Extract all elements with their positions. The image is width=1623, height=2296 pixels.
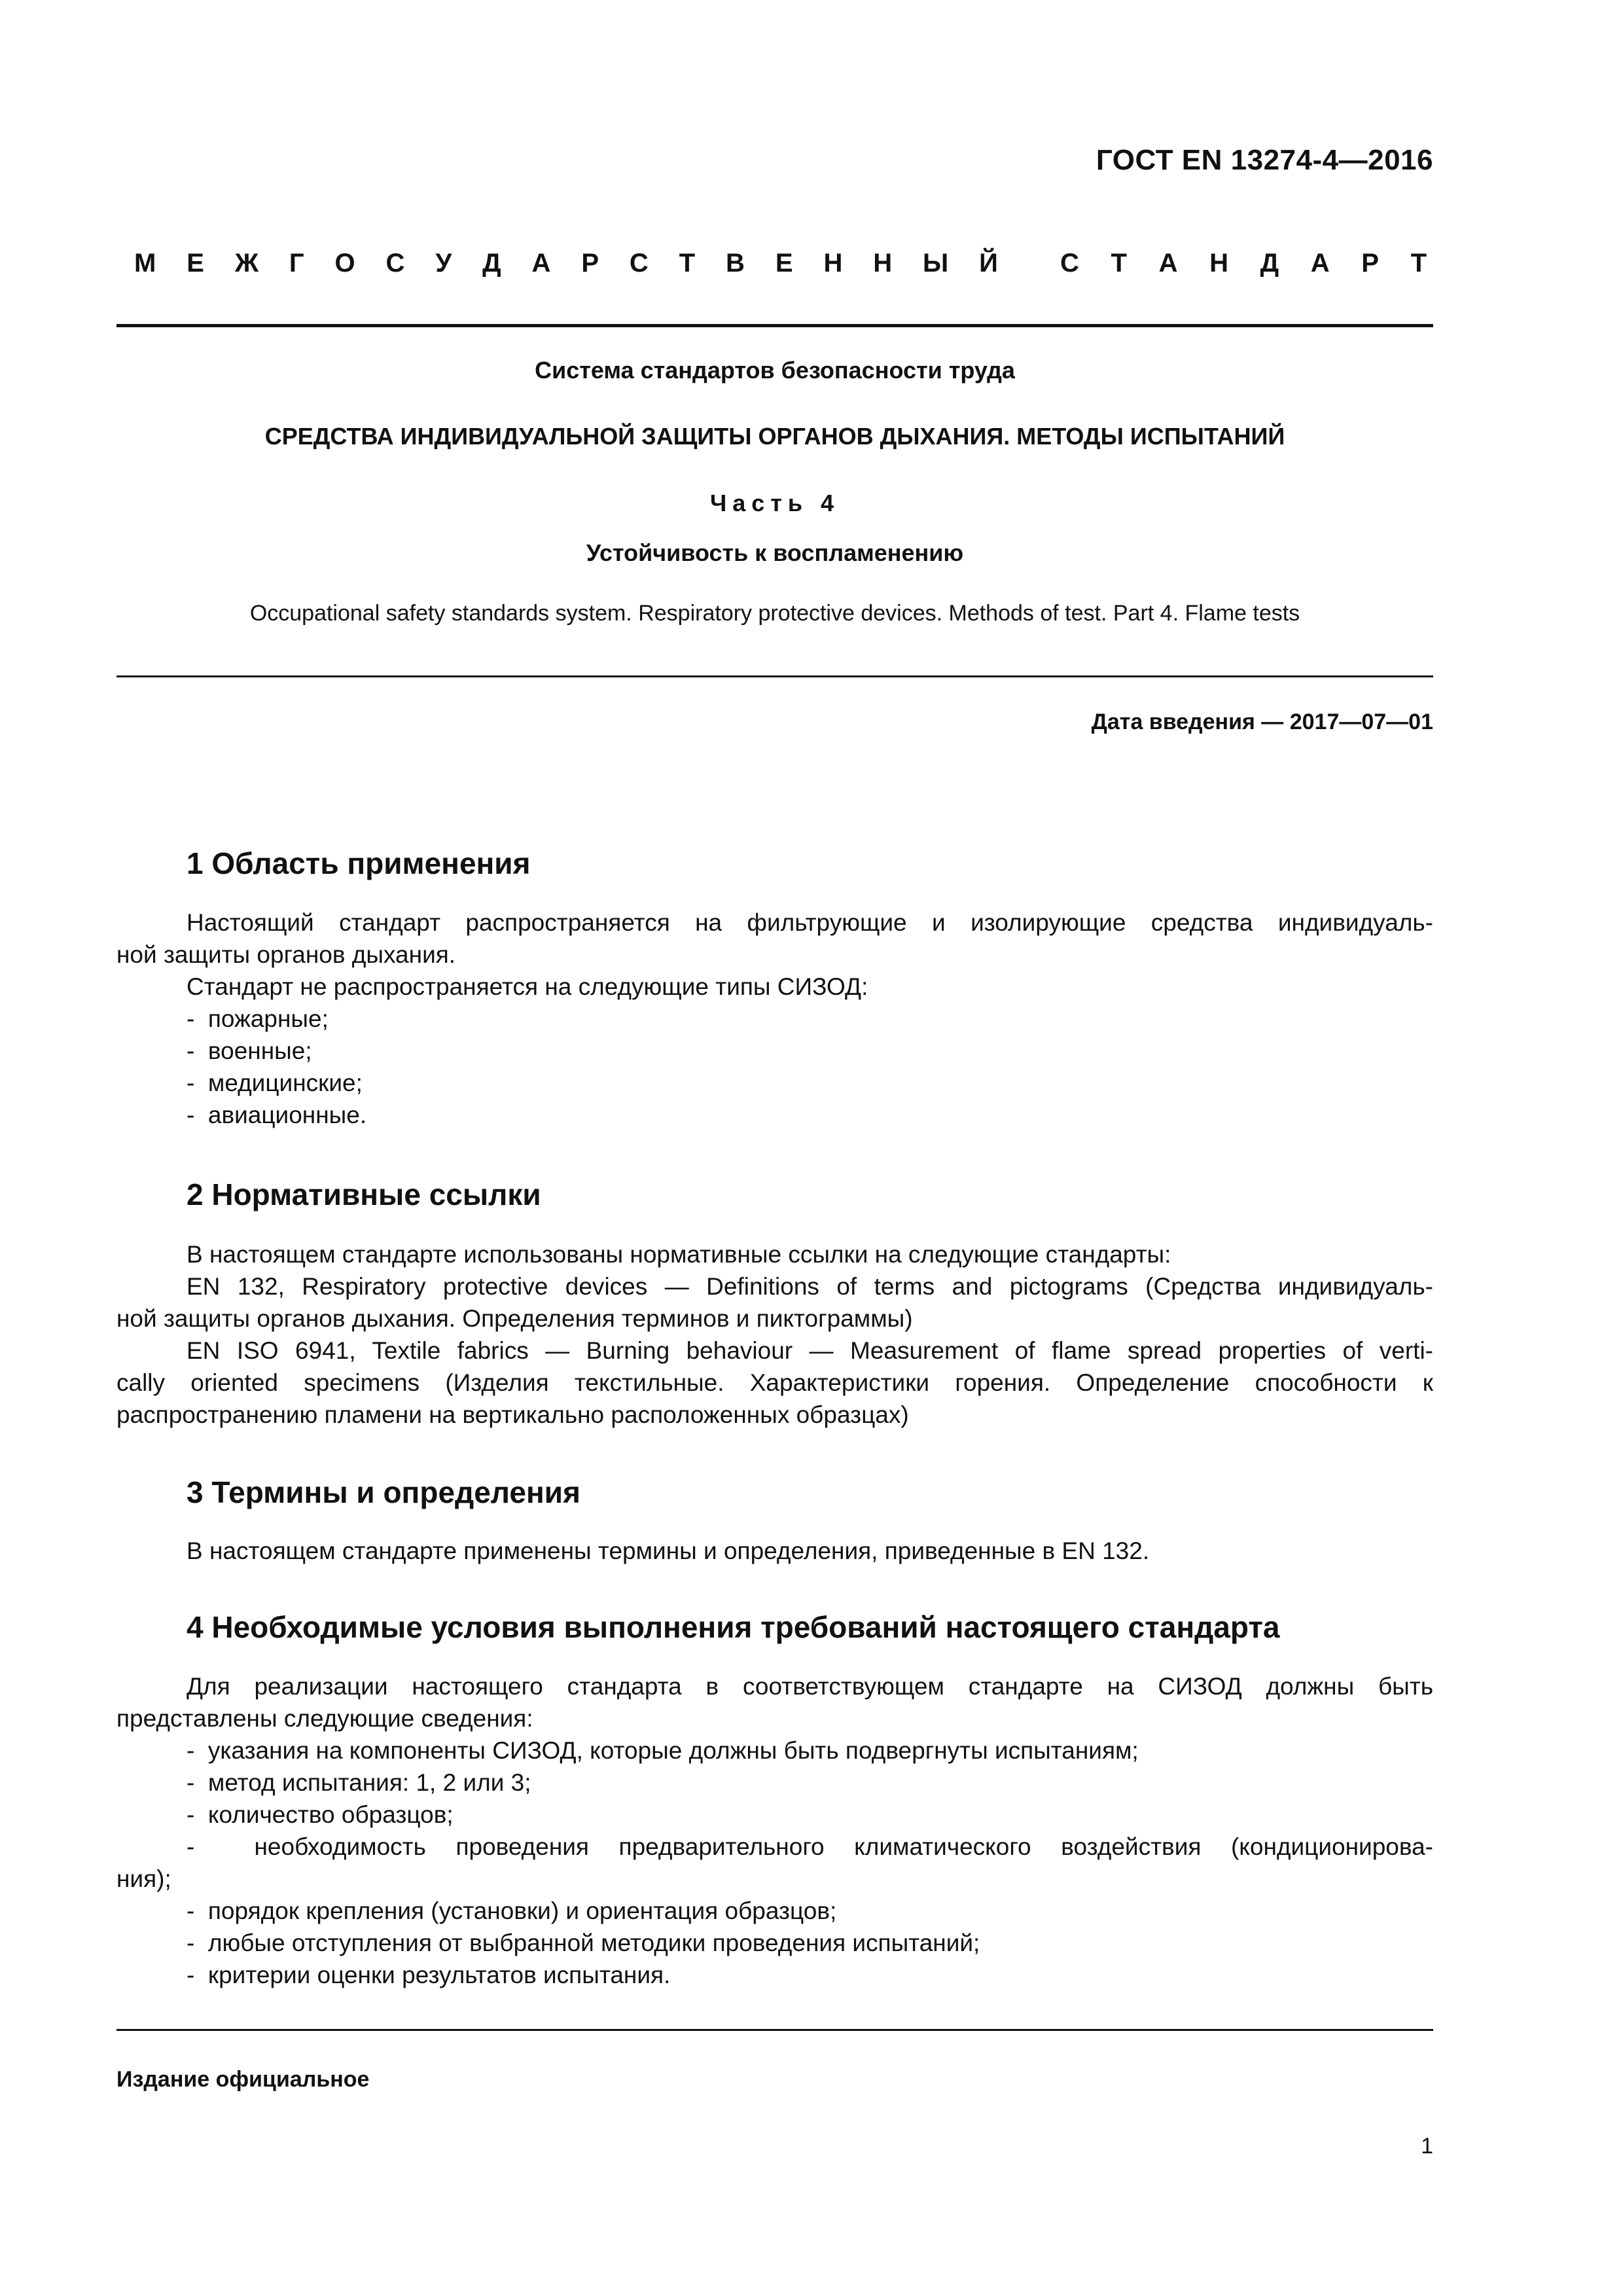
main-title: СРЕДСТВА ИНДИВИДУАЛЬНОЙ ЗАЩИТЫ ОРГАНОВ ДЫХАНИЯ. МЕТОДЫ ИСПЫТАНИЙ bbox=[264, 423, 1285, 450]
section-3-paragraph: В настоящем стандарте применены термины и определения, приведенные в EN 132. bbox=[187, 1537, 1150, 1564]
part-subtitle: Устойчивость к воспламенению bbox=[586, 539, 964, 566]
document-number: ГОСТ EN 13274-4—2016 bbox=[1096, 144, 1433, 176]
list-item: - авиационные. bbox=[187, 1099, 1433, 1131]
list-item: - порядок крепления (установки) и ориентация образцов; bbox=[187, 1895, 1433, 1927]
list-item: - военные; bbox=[187, 1035, 1433, 1067]
list-item: - количество образцов; bbox=[187, 1799, 1433, 1831]
list-item: - пожарные; bbox=[187, 1003, 1433, 1035]
official-edition-label: Издание официальное bbox=[116, 2067, 370, 2092]
section-2-heading: 2 Нормативные ссылки bbox=[187, 1177, 541, 1211]
heading-word-standard: С Т А Н Д А Р Т bbox=[1060, 249, 1427, 278]
section-1-paragraph: Настоящий стандарт распространяется на фильтрующие и изолирующие средства индивидуаль- ной защиты органов дыхания. Стандарт не распространяется на следующие типы СИЗОД: bbox=[116, 909, 1433, 1000]
list-item: - указания на компоненты СИЗОД, которые должны быть подвергнуты испытаниям; bbox=[187, 1734, 1433, 1767]
system-title: Система стандартов безопасности труда bbox=[535, 357, 1015, 384]
title-divider bbox=[116, 675, 1433, 677]
reference-en-132: EN 132, Respiratory protective devices — Definitions of terms and pictograms (Средства индивидуаль- bbox=[187, 1273, 1433, 1300]
list-item: - необходимость проведения предварительного климатического воздействия (кондиционирова- bbox=[187, 1831, 1433, 1863]
section-4-list-continued bbox=[187, 1895, 1433, 1991]
section-4-list bbox=[187, 1734, 1433, 1863]
header-divider bbox=[116, 324, 1433, 327]
part-label: Часть 4 bbox=[709, 490, 840, 516]
section-1-list bbox=[187, 1003, 1433, 1131]
list-item: - медицинские; bbox=[187, 1067, 1433, 1099]
section-4-heading: 4 Необходимые условия выполнения требований настоящего стандарта bbox=[187, 1610, 1280, 1644]
introduction-date: Дата введения — 2017—07—01 bbox=[1091, 709, 1433, 734]
list-item: - любые отступления от выбранной методики проведения испытаний; bbox=[187, 1927, 1433, 1959]
page-number: 1 bbox=[1421, 2134, 1433, 2159]
footer-divider bbox=[116, 2029, 1433, 2031]
section-2-paragraph: В настоящем стандарте использованы нормативные ссылки на следующие стандарты: EN 132, Respiratory protective devices — Definitions of terms and pictograms (Средства индивидуаль- ной защиты органов дыхания. Определения терминов и пиктограммы) EN ISO 6941, Textile fabrics — Burning behaviour — Measurement of flame spread properties of verti- cally oriented specimens (Изделия текстильные. Характеристики горения. Определение способности к распространению пламени на вертикально расположенных образцах) bbox=[116, 1241, 1433, 1428]
reference-en-iso-6941: EN ISO 6941, Textile fabrics — Burning behaviour — Measurement of flame spread properties of verti- bbox=[187, 1337, 1433, 1364]
list-item: - критерии оценки результатов испытания. bbox=[187, 1959, 1433, 1991]
section-3-heading: 3 Термины и определения bbox=[187, 1475, 580, 1509]
list-item: - метод испытания: 1, 2 или 3; bbox=[187, 1767, 1433, 1799]
section-4-paragraph: Для реализации настоящего стандарта в соответствующем стандарте на СИЗОД должны быть представлены следующие сведения: bbox=[116, 1673, 1433, 1732]
section-1-heading: 1 Область применения bbox=[187, 846, 531, 880]
english-title: Occupational safety standards system. Respiratory protective devices. Methods of test. Part 4. Flame tests bbox=[249, 601, 1300, 626]
heading-word-interstate: М Е Ж Г О С У Д А Р С Т В Е Н Н Ы Й bbox=[134, 249, 998, 278]
interstate-standard-heading bbox=[134, 249, 1427, 278]
section-4-wrap-line: ния); bbox=[116, 1865, 171, 1892]
